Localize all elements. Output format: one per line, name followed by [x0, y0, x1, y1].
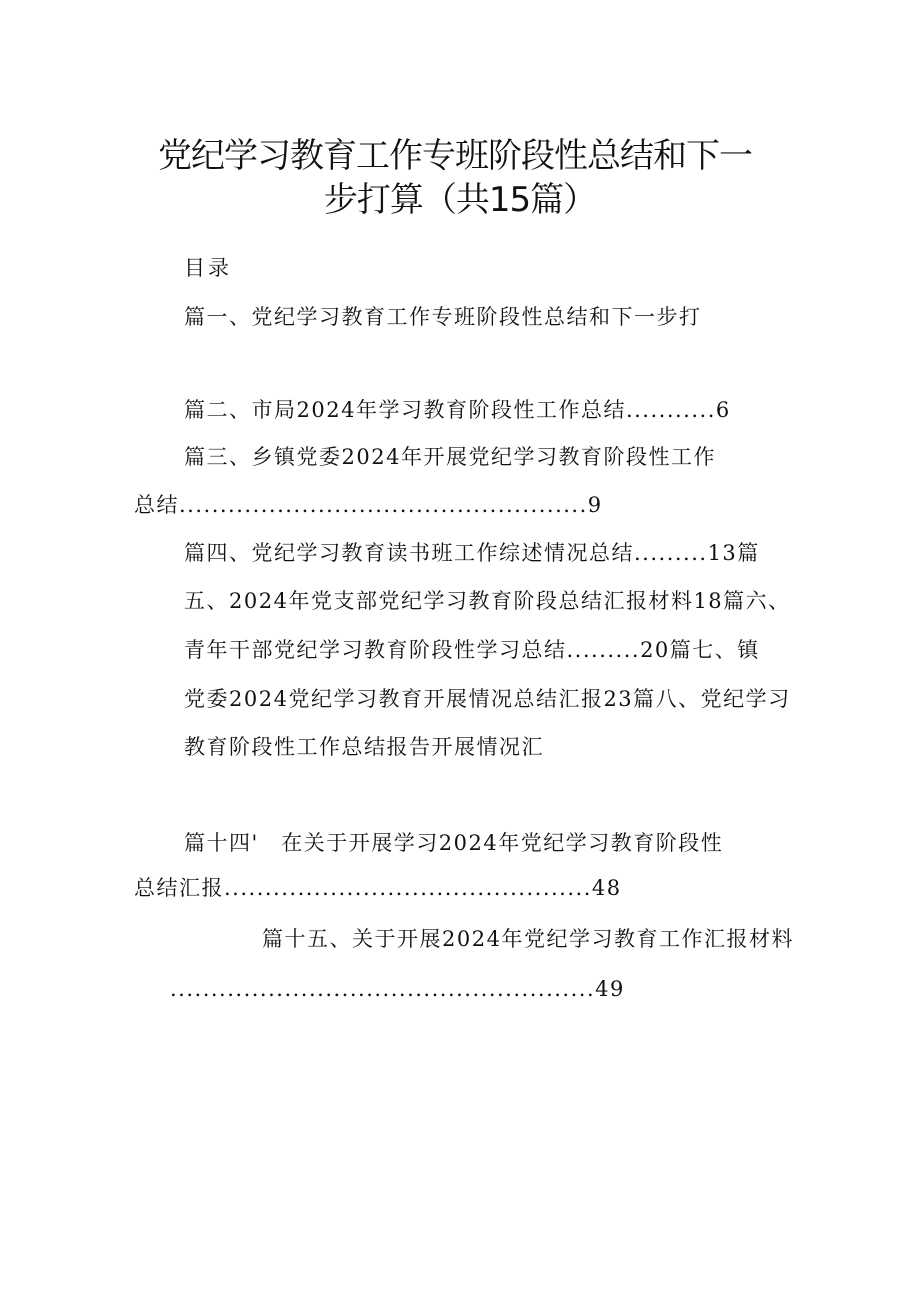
toc-line: 篇十五、关于开展2024年党纪学习教育工作汇报材料	[262, 927, 794, 951]
toc-line: 篇一、党纪学习教育工作专班阶段性总结和下一步打	[184, 305, 702, 329]
toc-line: 教育阶段性工作总结报告开展情况汇	[184, 735, 544, 759]
toc-line: 总结汇报.............................................48	[134, 876, 622, 900]
toc-line: 篇二、市局2024年学习教育阶段性工作总结...........6	[184, 398, 731, 422]
document-title-line-2: 步打算（共15篇）	[323, 180, 597, 220]
toc-line: ....................................................49	[170, 977, 625, 1001]
toc-heading: 目录	[184, 256, 232, 280]
document-title-line-1: 党纪学习教育工作专班阶段性总结和下一	[158, 136, 752, 176]
toc-line: 总结..................................................9	[134, 493, 603, 517]
toc-line: 五、2024年党支部党纪学习教育阶段总结汇报材料18篇六、	[184, 589, 791, 613]
toc-line: 篇十四' 在关于开展学习2024年党纪学习教育阶段性	[184, 831, 724, 855]
toc-line: 党委2024党纪学习教育开展情况总结汇报23篇八、党纪学习	[184, 687, 791, 711]
toc-line: 篇三、乡镇党委2024年开展党纪学习教育阶段性工作	[184, 445, 716, 469]
toc-line: 青年干部党纪学习教育阶段性学习总结.........20篇七、镇	[184, 638, 760, 662]
toc-line: 篇四、党纪学习教育读书班工作综述情况总结.........13篇	[184, 541, 760, 565]
